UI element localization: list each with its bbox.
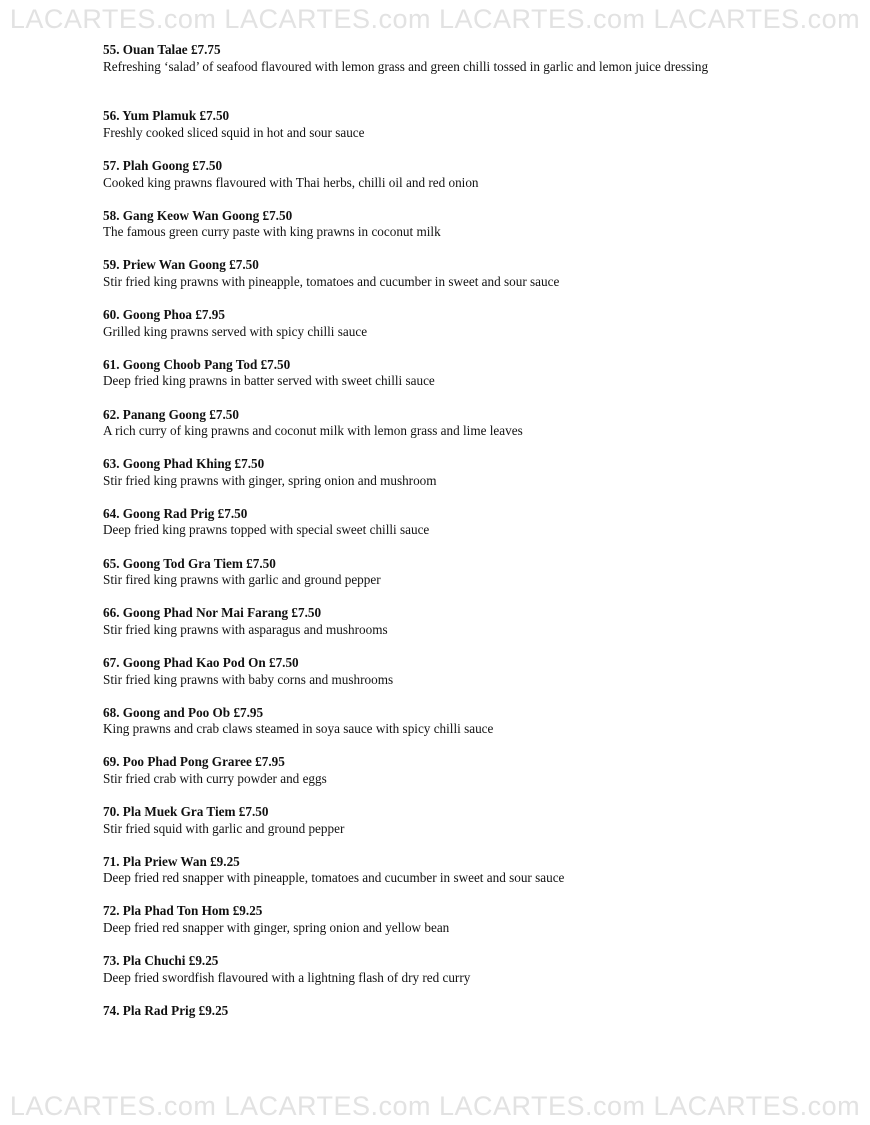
menu-item-description: Stir fried king prawns with baby corns and mushrooms bbox=[103, 671, 394, 687]
menu-item-title: 62. Panang Goong £7.50 bbox=[103, 406, 239, 422]
menu-item bbox=[103, 556, 803, 606]
menu-item-description: Stir fired king prawns with garlic and ground pepper bbox=[103, 572, 381, 588]
menu-item bbox=[103, 903, 803, 953]
menu-item-description: Stir fried king prawns with pineapple, tomatoes and cucumber in sweet and sour sauce bbox=[103, 274, 560, 290]
menu-item-description: King prawns and crab claws steamed in soya sauce with spicy chilli sauce bbox=[103, 721, 494, 737]
menu-item bbox=[103, 953, 803, 1003]
menu-item bbox=[103, 854, 803, 904]
menu-item-title: 61. Goong Choob Pang Tod £7.50 bbox=[103, 356, 291, 372]
menu-item bbox=[103, 307, 803, 357]
menu-item bbox=[103, 407, 803, 457]
menu-item bbox=[103, 655, 803, 705]
menu-item-title: 63. Goong Phad Khing £7.50 bbox=[103, 456, 265, 472]
menu-item bbox=[103, 257, 803, 307]
menu-item-description: Cooked king prawns flavoured with Thai herbs, chilli oil and red onion bbox=[103, 174, 479, 190]
menu-item-description: Deep fried king prawns topped with special sweet chilli sauce bbox=[103, 522, 430, 538]
menu-item bbox=[103, 208, 803, 258]
menu-item-description: Stir fried squid with garlic and ground pepper bbox=[103, 820, 345, 836]
menu-item-title: 67. Goong Phad Kao Pod On £7.50 bbox=[103, 654, 299, 670]
menu-item bbox=[103, 1003, 803, 1053]
watermark-top: LACARTES.com LACARTES.com LACARTES.com LACARTES.com bbox=[9, 4, 861, 34]
menu-item bbox=[103, 506, 803, 556]
menu-item-title: 56. Yum Plamuk £7.50 bbox=[103, 108, 230, 124]
menu-item-description: The famous green curry paste with king prawns in coconut milk bbox=[103, 224, 441, 240]
menu-item-description: Stir fried king prawns with asparagus and mushrooms bbox=[103, 621, 388, 637]
menu-item-title: 55. Ouan Talae £7.75 bbox=[103, 42, 221, 57]
menu-item bbox=[103, 158, 803, 208]
menu-item-title: 58. Gang Keow Wan Goong £7.50 bbox=[103, 207, 293, 223]
menu-item-description: Stir fried king prawns with ginger, spring onion and mushroom bbox=[103, 472, 437, 488]
menu-item-title: 57. Plah Goong £7.50 bbox=[103, 158, 223, 174]
menu-item bbox=[103, 42, 803, 108]
menu-item bbox=[103, 804, 803, 854]
menu-item bbox=[103, 108, 803, 158]
menu-item-title: 69. Poo Phad Pong Graree £7.95 bbox=[103, 754, 285, 770]
menu-item-description: Deep fried king prawns in batter served with sweet chilli sauce bbox=[103, 373, 435, 389]
menu-item-title: 71. Pla Priew Wan £9.25 bbox=[103, 853, 240, 869]
menu-item-description: Deep fried red snapper with ginger, spring onion and yellow bean bbox=[103, 919, 450, 935]
menu-item-title: 74. Pla Rad Prig £9.25 bbox=[103, 1002, 229, 1018]
menu-item-title: 72. Pla Phad Ton Hom £9.25 bbox=[103, 903, 263, 919]
menu-item bbox=[103, 705, 803, 755]
menu-item-description: Stir fried crab with curry powder and eggs bbox=[103, 770, 327, 786]
menu-item-title: 64. Goong Rad Prig £7.50 bbox=[103, 505, 248, 521]
menu-item bbox=[103, 605, 803, 655]
menu-list bbox=[103, 42, 803, 1052]
menu-item-title: 65. Goong Tod Gra Tiem £7.50 bbox=[103, 555, 276, 571]
menu-item-description: Deep fried red snapper with pineapple, tomatoes and cucumber in sweet and sour sauce bbox=[103, 870, 565, 886]
menu-item-description: A rich curry of king prawns and coconut milk with lemon grass and lime leaves bbox=[103, 423, 523, 439]
menu-item-description: Refreshing ‘salad’ of seafood flavoured with lemon grass and green chilli tossed in garlic and lemon juice dressing bbox=[103, 58, 709, 74]
menu-item bbox=[103, 456, 803, 506]
menu-item-title: 68. Goong and Poo Ob £7.95 bbox=[103, 704, 264, 720]
menu-item-description: Freshly cooked sliced squid in hot and sour sauce bbox=[103, 124, 365, 140]
menu-item-description: Deep fried swordfish flavoured with a lightning flash of dry red curry bbox=[103, 969, 471, 985]
menu-item-title: 73. Pla Chuchi £9.25 bbox=[103, 953, 219, 969]
menu-item-description: Grilled king prawns served with spicy chilli sauce bbox=[103, 323, 368, 339]
watermark-bottom: LACARTES.com LACARTES.com LACARTES.com LACARTES.com bbox=[9, 1091, 861, 1121]
menu-item-title: 59. Priew Wan Goong £7.50 bbox=[103, 257, 259, 273]
menu-item-title: 70. Pla Muek Gra Tiem £7.50 bbox=[103, 804, 269, 820]
menu-item bbox=[103, 754, 803, 804]
menu-item-title: 60. Goong Phoa £7.95 bbox=[103, 307, 225, 323]
menu-item bbox=[103, 357, 803, 407]
menu-item-title: 66. Goong Phad Nor Mai Farang £7.50 bbox=[103, 605, 322, 621]
